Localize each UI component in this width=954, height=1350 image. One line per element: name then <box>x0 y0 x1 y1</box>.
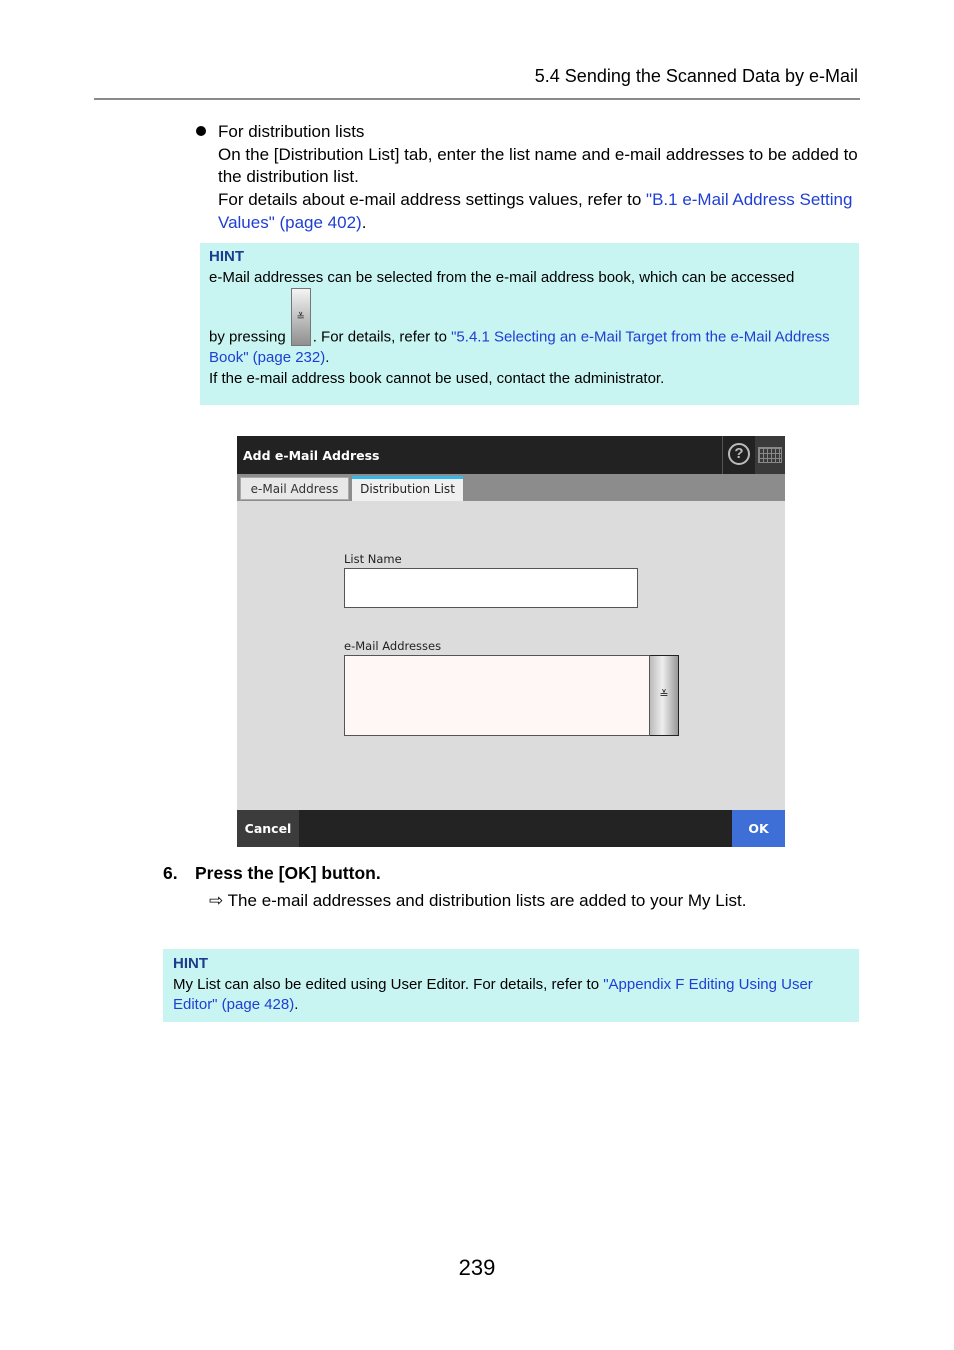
tab-email-address[interactable]: e-Mail Address <box>240 477 349 500</box>
step-text: Press the [OK] button. <box>195 863 381 883</box>
section-title: 5.4 Sending the Scanned Data by e-Mail <box>534 66 858 86</box>
hint-after-icon: . For details, refer to <box>312 328 452 346</box>
list-name-input[interactable] <box>344 568 638 608</box>
link-selecting-email-target[interactable]: "5.4.1 Selecting an e-Mail Target from the e-Mail Address Book" (page 232) <box>209 328 830 366</box>
header-divider <box>94 98 860 100</box>
hint-prefix: My List can also be edited using User Editor. For details, refer to <box>173 975 604 993</box>
result-text: The e-mail addresses and distribution lists are added to your My List. <box>227 891 747 910</box>
link-email-setting-values[interactable]: "B.1 e-Mail Address Setting Values" (page 402) <box>218 190 853 232</box>
bullet-text: On the [Distribution List] tab, enter the list name and e-mail addresses to be added to the distribution list. <box>218 144 858 187</box>
bullet-details <box>218 189 860 234</box>
step-6 <box>163 863 381 884</box>
keyboard-button[interactable] <box>755 436 785 474</box>
hint-suffix: . <box>294 996 299 1013</box>
help-button[interactable] <box>722 436 755 474</box>
tab-distribution-list[interactable]: Distribution List <box>352 476 463 501</box>
help-icon: ? <box>728 443 750 465</box>
link-appendix-f[interactable]: "Appendix F Editing Using User Editor" (page 428) <box>173 975 813 1013</box>
email-addresses-field[interactable] <box>344 655 650 736</box>
cancel-button[interactable]: Cancel <box>237 810 299 847</box>
address-book-scroll-icon <box>291 288 311 346</box>
page-number: 239 <box>458 1255 496 1280</box>
hint-by-pressing: by pressing <box>209 328 286 346</box>
step-result <box>209 891 746 911</box>
hint-user-editor-text <box>173 975 849 1016</box>
hint-line2 <box>209 288 849 369</box>
hint-box-user-editor <box>163 949 859 1022</box>
bullet-dot-icon <box>196 126 206 136</box>
hint-line3: If the e-mail address book cannot be used, contact the administrator. <box>209 369 665 387</box>
distribution-list-bullet <box>196 121 860 235</box>
hint-box-address-book <box>200 243 859 405</box>
address-book-button[interactable] <box>650 655 679 736</box>
result-arrow-icon: ⇨ <box>209 891 224 910</box>
bullet-title: For distribution lists <box>218 122 365 141</box>
list-name-label: List Name <box>344 552 402 566</box>
bullet-details-prefix: For details about e-mail address settings values, refer to <box>218 190 647 210</box>
step-number: 6. <box>163 863 178 883</box>
hint-line1: e-Mail addresses can be selected from the e-mail address book, which can be accessed <box>209 268 795 286</box>
hint-title: HINT <box>173 955 208 972</box>
chevron-down-icon: ≚ <box>296 312 305 323</box>
keyboard-icon <box>758 447 782 463</box>
dialog-title: Add e-Mail Address <box>243 448 380 463</box>
add-email-address-dialog <box>237 436 785 847</box>
chevron-down-icon: ≚ <box>659 689 669 701</box>
dialog-footer <box>237 810 785 847</box>
hint-title: HINT <box>209 248 244 265</box>
hint-link-suffix: . <box>325 349 330 366</box>
bullet-details-suffix: . <box>361 212 367 232</box>
ok-button[interactable]: OK <box>732 810 785 847</box>
email-addresses-label: e-Mail Addresses <box>344 639 442 653</box>
